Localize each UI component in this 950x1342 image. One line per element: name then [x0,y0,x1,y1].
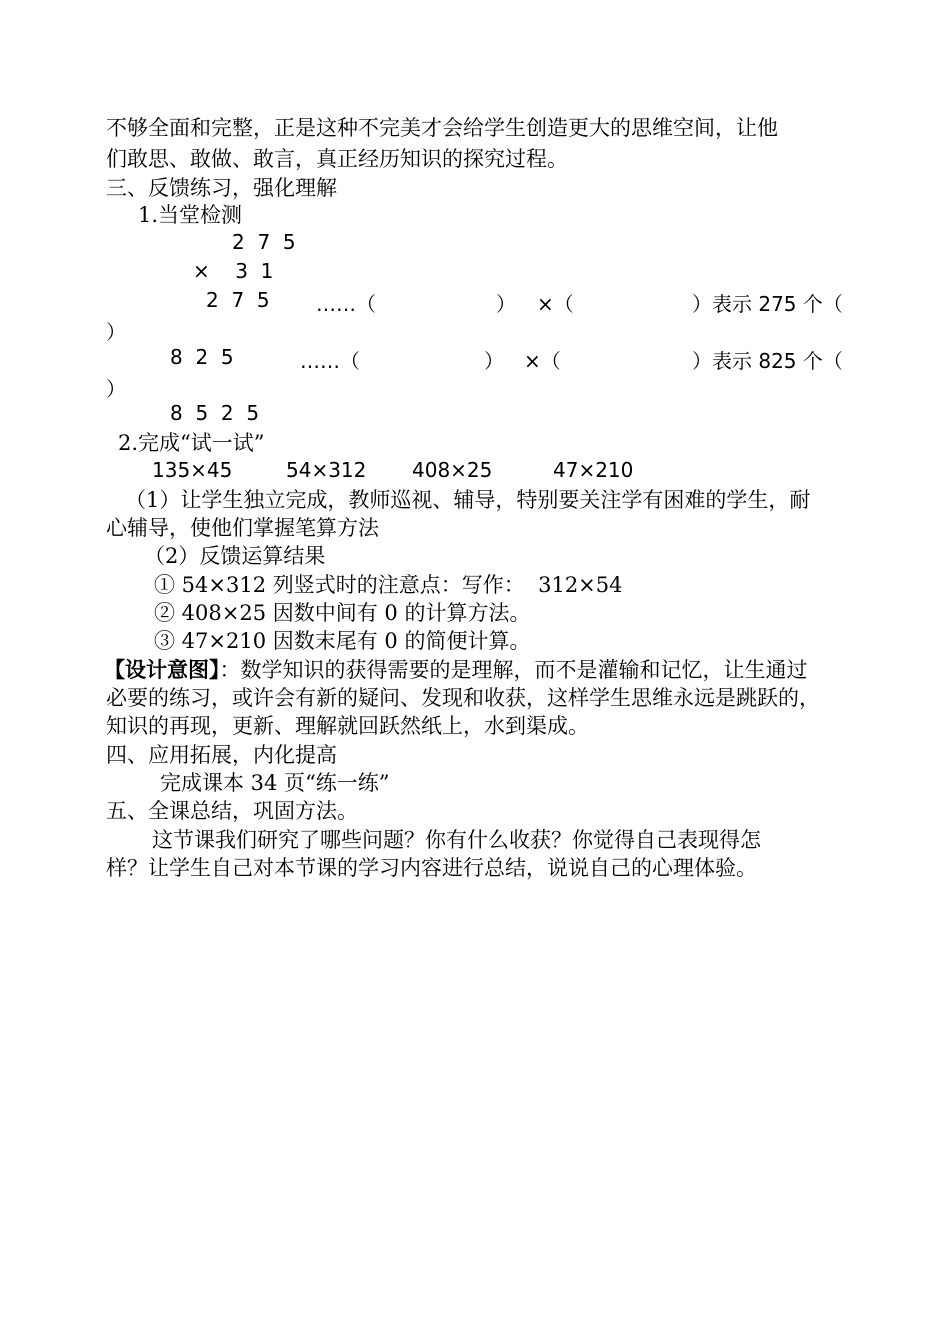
paragraph-1-line-1: （1）让学生独立完成，教师巡视、辅导，特别要关注学有困难的学生，耐 [125,488,811,512]
calc-row2-wrap: ） [106,377,126,401]
calc-top-number: 2 7 5 [232,230,296,254]
calc-row2-close: ） [484,349,504,373]
section-3-title: 三、反馈练习，强化理解 [106,176,337,200]
item-1-title: 1.当堂检测 [138,203,243,227]
calc-row2-times: ×（ [524,349,561,373]
design-intent-line-3: 知识的再现，更新、理解就回跃然纸上，水到渠成。 [106,714,589,738]
section-4-title: 四、应用拓展，内化提高 [106,743,337,767]
intro-line-1: 不够全面和完整，正是这种不完美才会给学生创造更大的思维空间，让他 [106,116,778,140]
section-5-line-1: 这节课我们研究了哪些问题？你有什么收获？你觉得自己表现得怎 [152,828,761,852]
note-1: ① 54×312 列竖式时的注意点：写作： 312×54 [154,573,623,597]
calc-row2-text: ）表示 825 个（ [692,349,843,373]
intro-line-2: 们敢思、敢做、敢言，真正经历知识的探究过程。 [106,147,568,171]
section-5-line-2: 样？让学生自己对本节课的学习内容进行总结，说说自己的心理体验。 [106,856,757,880]
note-3: ③ 47×210 因数末尾有 0 的简便计算。 [154,629,531,653]
calc-row1-close: ） [496,292,516,316]
paragraph-2: （2）反馈运算结果 [144,544,326,568]
calc-row1-times: ×（ [537,292,574,316]
exercise-2: 54×312 [286,458,367,482]
calc-row2-number: 8 2 5 [170,345,234,369]
calc-result: 8 5 2 5 [170,401,260,425]
calc-row1-number: 2 7 5 [206,288,270,312]
calc-row1-dots: ……（ [316,292,376,316]
note-2: ② 408×25 因数中间有 0 的计算方法。 [154,601,531,625]
exercise-4: 47×210 [553,458,634,482]
design-intent-text: ：数学知识的获得需要的是理解，而不是灌输和记忆，让生通过 [219,658,808,682]
calc-multiplier: × 3 1 [193,259,274,283]
section-5-title: 五、全课总结，巩固方法。 [106,799,358,823]
design-intent-line-1 [104,656,808,684]
paragraph-1-line-2: 心辅导，使他们掌握笔算方法 [106,516,379,540]
exercise-3: 408×25 [412,458,493,482]
calc-row1-wrap: ） [106,320,126,344]
calc-row2-dots: ……（ [300,349,360,373]
calc-row1-text: ）表示 275 个（ [692,292,843,316]
item-2-title: 2.完成“试一试” [118,431,265,455]
design-intent-label: 【设计意图】 [104,657,220,682]
design-intent-line-2: 必要的练习，或许会有新的疑问、发现和收获，这样学生思维永远是跳跃的， [106,686,820,710]
exercise-1: 135×45 [152,458,233,482]
section-4-body: 完成课本 34 页“练一练” [160,771,390,795]
